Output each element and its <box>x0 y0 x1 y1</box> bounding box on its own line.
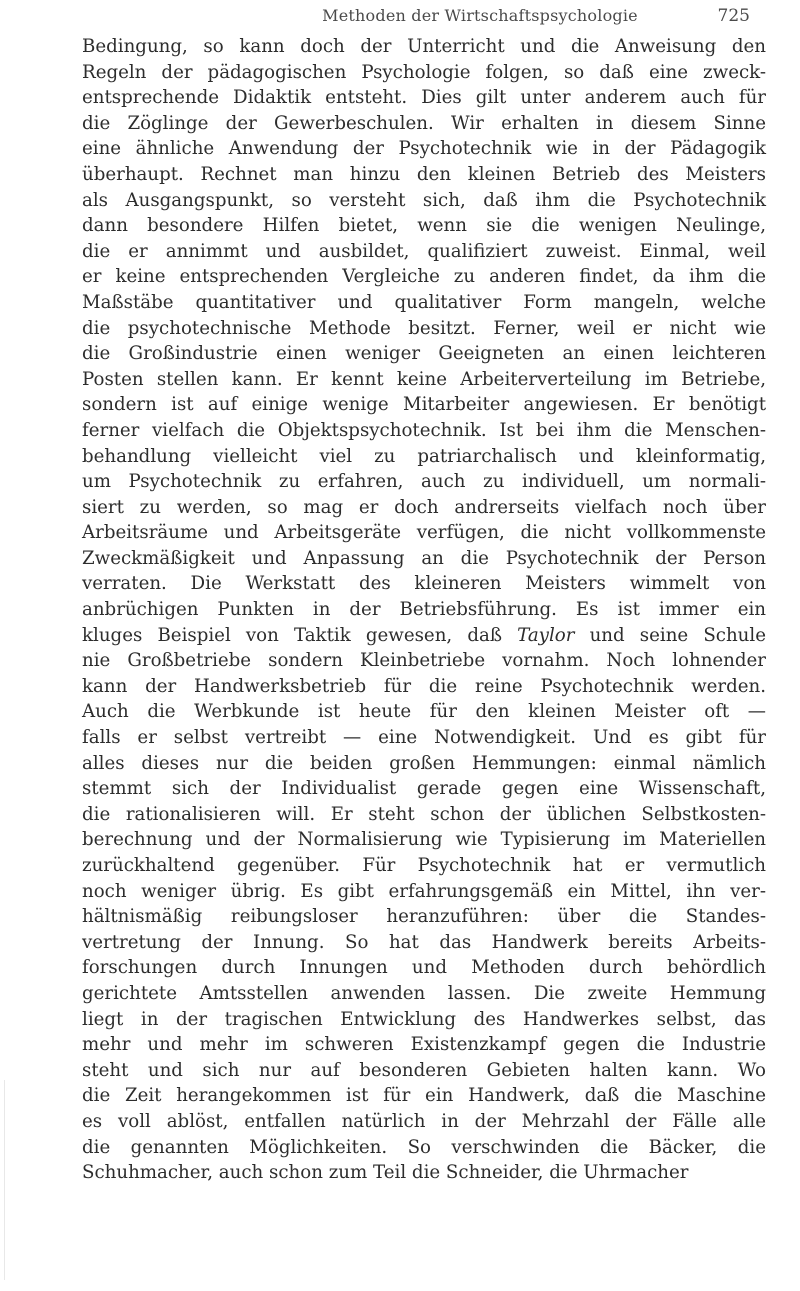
text-line: noch weniger übrig. Es gibt erfahrungsgemäß ein Mittel, ihn ver- <box>82 880 766 902</box>
text-line: steht und sich nur auf besonderen Gebieten halten kann. Wo <box>82 1059 766 1081</box>
text-line: mehr und mehr im schweren Existenzkampf gegen die Industrie <box>82 1034 766 1056</box>
text-line: Arbeitsräume und Arbeitsgeräte verfügen, die nicht vollkommenste <box>82 522 766 544</box>
text-line: behandlung vielleicht viel zu patriarchalisch und kleinformatig, <box>82 445 766 467</box>
body-paragraph <box>82 34 766 1186</box>
text-line: forschungen durch Innungen und Methoden durch behördlich <box>82 957 766 979</box>
text-line: ferner vielfach die Objektspsychotechnik. Ist bei ihm die Menschen- <box>82 419 766 441</box>
text-line: liegt in der tragischen Entwicklung des Handwerkes selbst, das <box>82 1008 766 1030</box>
text-line: er keine entsprechenden Vergleiche zu anderen findet, da ihm die <box>82 266 766 288</box>
text-line: um Psychotechnik zu erfahren, auch zu individuell, um normali- <box>82 471 766 493</box>
running-title: Methoden der Wirtschaftspsychologie <box>322 6 638 25</box>
page-number: 725 <box>717 6 750 26</box>
text-line: eine ähnliche Anwendung der Psychotechnik wie in der Pädagogik <box>82 138 766 160</box>
text-line: kluges Beispiel von Taktik gewesen, daß Taylor und seine Schule <box>82 624 766 646</box>
text-line: kann der Handwerksbetrieb für die reine Psychotechnik werden. <box>82 675 766 697</box>
text-line: überhaupt. Rechnet man hinzu den kleinen Betrieb des Meisters <box>82 163 766 185</box>
text-line: es voll ablöst, entfallen natürlich in der Mehrzahl der Fälle alle <box>82 1110 766 1132</box>
text-line: Bedingung, so kann doch der Unterricht und die Anweisung den <box>82 36 766 57</box>
text-line: zurückhaltend gegenüber. Für Psychotechnik hat er vermutlich <box>82 855 766 876</box>
italic-name: Taylor <box>517 624 575 646</box>
text-line: sondern ist auf einige wenige Mitarbeiter angewiesen. Er benötigt <box>82 394 766 416</box>
text-line: stemmt sich der Individualist gerade gegen eine Wissenschaft, <box>82 778 766 800</box>
text-line: gerichtete Amtsstellen anwenden lassen. Die zweite Hemmung <box>82 982 766 1004</box>
text-line: Auch die Werbkunde ist heute für den kleinen Meister oft — <box>82 701 766 723</box>
text-line: Schuhmacher, auch schon zum Teil die Schneider, die Uhrmacher <box>82 1162 689 1184</box>
text-line: die rationalisieren will. Er steht schon der üblichen Selbstkosten- <box>82 803 766 825</box>
text-line: entsprechende Didaktik entsteht. Dies gilt unter anderem auch für <box>82 87 766 109</box>
text-line: die genannten Möglichkeiten. So verschwinden die Bäcker, die <box>82 1136 766 1158</box>
text-line: alles dieses nur die beiden großen Hemmungen: einmal nämlich <box>82 752 766 774</box>
text-line: hältnismäßig reibungsloser heranzuführen: über die Standes- <box>82 906 766 928</box>
text-line: verraten. Die Werkstatt des kleineren Meisters wimmelt von <box>82 573 766 595</box>
text-line: berechnung und der Normalisierung wie Typisierung im Materiellen <box>82 829 766 851</box>
text-line: die er annimmt und ausbildet, qualifiziert zuweist. Einmal, weil <box>82 240 766 262</box>
text-line: nie Großbetriebe sondern Kleinbetriebe vornahm. Noch lohnender <box>82 650 766 672</box>
text-line: die Zeit herangekommen ist für ein Handwerk, daß die Maschine <box>82 1085 766 1107</box>
running-head <box>0 6 800 30</box>
text-line: Regeln der pädagogischen Psychologie folgen, so daß eine zweck- <box>82 61 766 83</box>
text-line: die psychotechnische Methode besitzt. Ferner, weil er nicht wie <box>82 317 766 339</box>
text-line: Zweckmäßigkeit und Anpassung an die Psychotechnik der Person <box>82 547 766 569</box>
text-line: vertretung der Innung. So hat das Handwerk bereits Arbeits- <box>82 931 766 953</box>
text-line: die Zöglinge der Gewerbeschulen. Wir erhalten in diesem Sinne <box>82 112 766 134</box>
text-line: anbrüchigen Punkten in der Betriebsführung. Es ist immer ein <box>82 599 766 621</box>
text-line: als Ausgangspunkt, so versteht sich, daß ihm die Psychotechnik <box>82 189 766 211</box>
scan-edge-mark <box>4 1080 5 1280</box>
text-line: Maßstäbe quantitativer und qualitativer Form mangeln, welche <box>82 291 766 313</box>
text-line: siert zu werden, so mag er doch andrerseits vielfach noch über <box>82 496 766 518</box>
text-line: dann besondere Hilfen bietet, wenn sie die wenigen Neulinge, <box>82 215 766 237</box>
text-line: Posten stellen kann. Er kennt keine Arbeiterverteilung im Betriebe, <box>82 368 766 390</box>
text-line: falls er selbst vertreibt — eine Notwendigkeit. Und es gibt für <box>82 727 766 749</box>
text-line: die Großindustrie einen weniger Geeigneten an einen leichteren <box>82 343 766 365</box>
